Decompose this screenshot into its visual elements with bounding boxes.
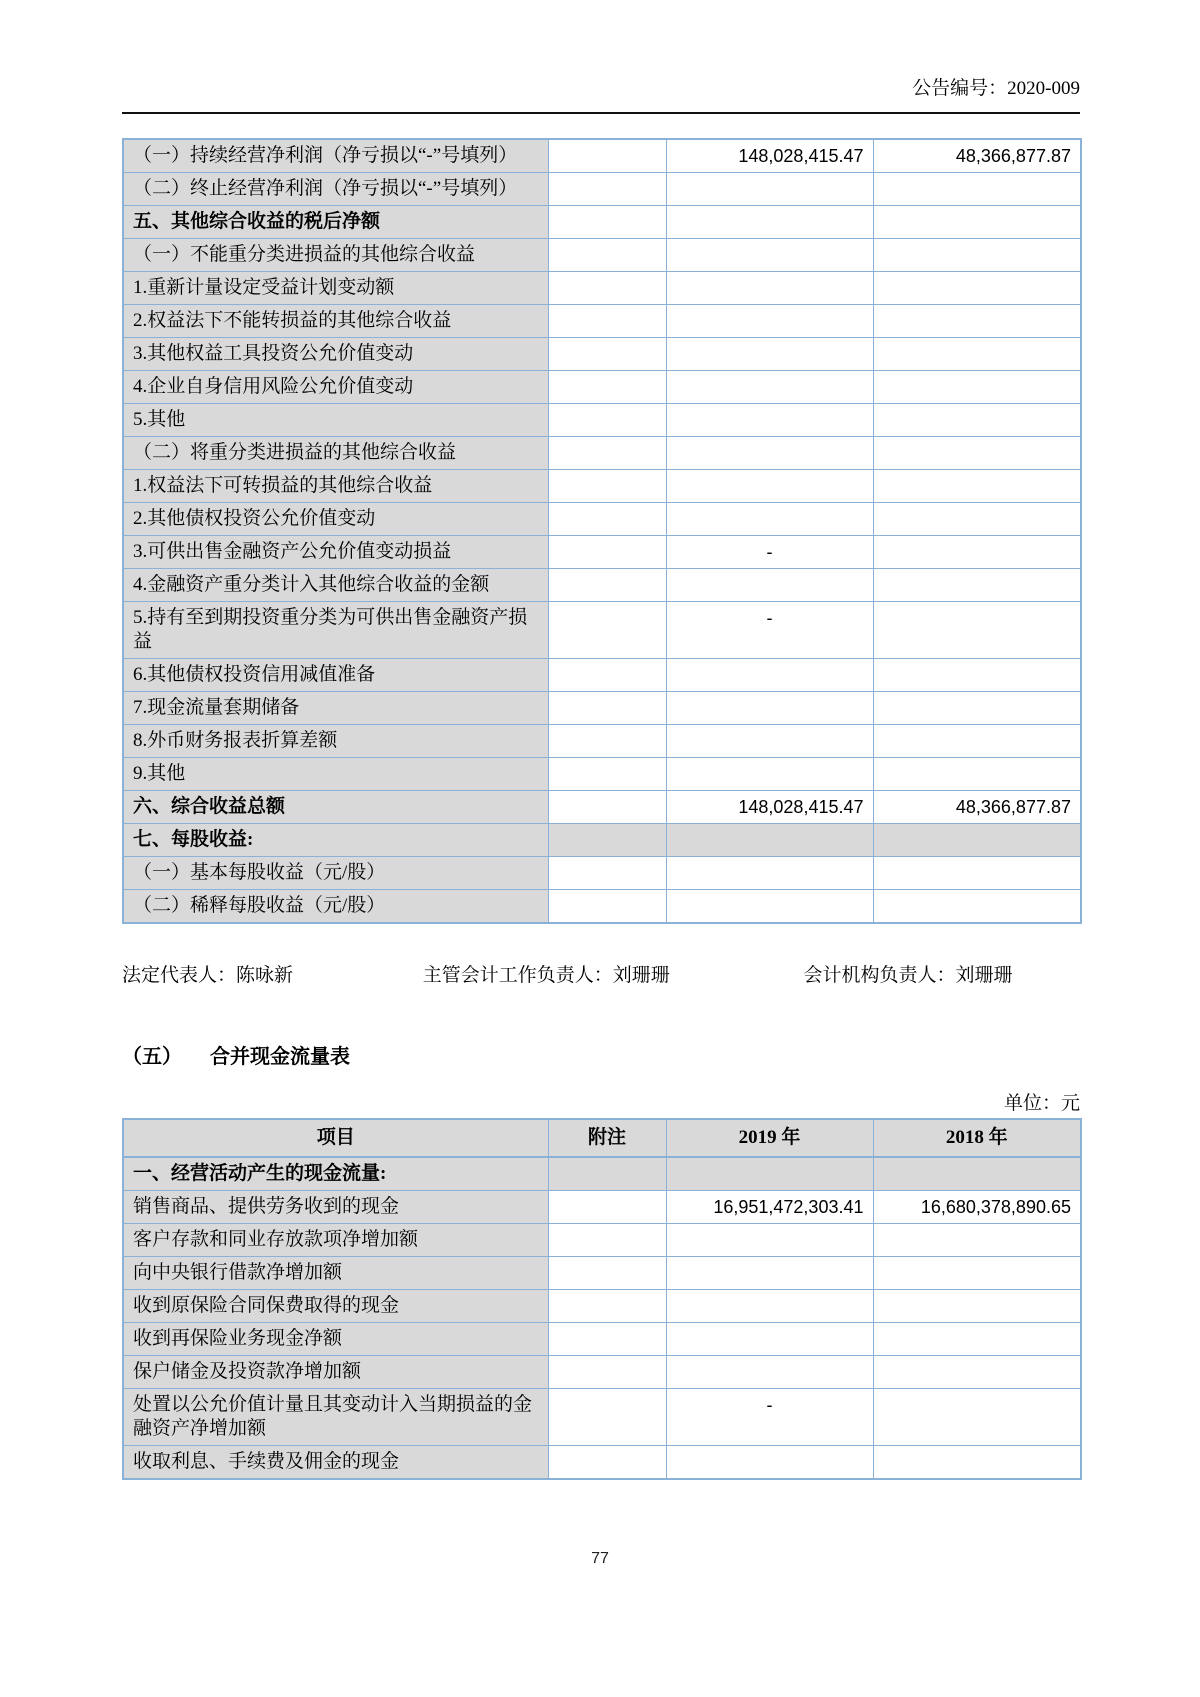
row-label: 2.权益法下不能转损益的其他综合收益 [123, 305, 548, 338]
table-row [123, 371, 1081, 404]
value-2018 [873, 758, 1081, 791]
value-2019 [666, 1446, 873, 1480]
row-label: 七、每股收益: [123, 824, 548, 857]
table-row [123, 758, 1081, 791]
value-2019: 148,028,415.47 [666, 139, 873, 173]
value-2019 [666, 437, 873, 470]
note-cell [548, 206, 666, 239]
page-header [122, 78, 1080, 100]
note-cell [548, 659, 666, 692]
table-row [123, 173, 1081, 206]
value-2018: 16,680,378,890.65 [873, 1191, 1081, 1224]
value-2018 [873, 173, 1081, 206]
table-row [123, 857, 1081, 890]
table-row [123, 470, 1081, 503]
row-label: 收到原保险合同保费取得的现金 [123, 1290, 548, 1323]
row-label: 销售商品、提供劳务收到的现金 [123, 1191, 548, 1224]
table-row [123, 1290, 1081, 1323]
value-2018: 48,366,877.87 [873, 139, 1081, 173]
value-2018 [873, 272, 1081, 305]
table-row [123, 890, 1081, 924]
section-title-text: 合并现金流量表 [210, 1046, 350, 1068]
value-2019 [666, 338, 873, 371]
value-2018 [873, 470, 1081, 503]
row-label: （一）不能重分类进损益的其他综合收益 [123, 239, 548, 272]
note-cell [548, 338, 666, 371]
table-row [123, 272, 1081, 305]
signature-line [122, 964, 1080, 988]
income-statement-table [122, 138, 1082, 924]
value-2018: 48,366,877.87 [873, 791, 1081, 824]
table-row [123, 239, 1081, 272]
value-2018 [873, 404, 1081, 437]
row-label: （一）基本每股收益（元/股） [123, 857, 548, 890]
value-2019 [666, 692, 873, 725]
row-label: 5.持有至到期投资重分类为可供出售金融资产损益 [123, 602, 548, 659]
row-label: 收取利息、手续费及佣金的现金 [123, 1446, 548, 1480]
row-label: 8.外币财务报表折算差额 [123, 725, 548, 758]
table-row [123, 692, 1081, 725]
note-cell [548, 371, 666, 404]
value-2019: 148,028,415.47 [666, 791, 873, 824]
table-row [123, 1157, 1081, 1191]
page-content [122, 0, 1080, 1480]
row-label: 处置以公允价值计量且其变动计入当期损益的金融资产净增加额 [123, 1389, 548, 1446]
table-row [123, 139, 1081, 173]
value-2018 [873, 602, 1081, 659]
value-2018 [873, 659, 1081, 692]
value-2019 [666, 659, 873, 692]
value-2018 [873, 890, 1081, 924]
table-row [123, 503, 1081, 536]
note-cell [548, 239, 666, 272]
accounting-dept-head: 会计机构负责人：刘珊珊 [803, 965, 1013, 986]
value-2019 [666, 1323, 873, 1356]
note-cell [548, 890, 666, 924]
note-cell [548, 1224, 666, 1257]
column-header: 2019 年 [666, 1119, 873, 1157]
note-cell [548, 1257, 666, 1290]
value-2019: - [666, 602, 873, 659]
value-2019 [666, 1356, 873, 1389]
value-2019 [666, 569, 873, 602]
value-2018 [873, 437, 1081, 470]
note-cell [548, 791, 666, 824]
value-2018 [873, 503, 1081, 536]
value-2018 [873, 1446, 1081, 1480]
table-row [123, 437, 1081, 470]
row-label: （一）持续经营净利润（净亏损以“-”号填列） [123, 139, 548, 173]
note-cell [548, 404, 666, 437]
value-2018 [873, 1356, 1081, 1389]
note-cell [548, 758, 666, 791]
row-label: 1.重新计量设定受益计划变动额 [123, 272, 548, 305]
section-number: （五） [122, 1046, 182, 1068]
row-label: （二）稀释每股收益（元/股） [123, 890, 548, 924]
legal-representative: 法定代表人：陈咏新 [122, 965, 294, 986]
note-cell [548, 1191, 666, 1224]
value-2018 [873, 1290, 1081, 1323]
table-row [123, 569, 1081, 602]
row-label: 5.其他 [123, 404, 548, 437]
row-label: 客户存款和同业存放款项净增加额 [123, 1224, 548, 1257]
value-2019 [666, 725, 873, 758]
note-cell [548, 139, 666, 173]
cash-flow-body [123, 1157, 1081, 1479]
value-2019 [666, 1290, 873, 1323]
unit-label: 单位：元 [1003, 1093, 1080, 1114]
table-row [123, 1257, 1081, 1290]
value-2019 [666, 173, 873, 206]
value-2018 [873, 1257, 1081, 1290]
table-row [123, 338, 1081, 371]
row-label: 1.权益法下可转损益的其他综合收益 [123, 470, 548, 503]
value-2019 [666, 857, 873, 890]
table-row [123, 1323, 1081, 1356]
value-2019: 16,951,472,303.41 [666, 1191, 873, 1224]
value-2019 [666, 503, 873, 536]
value-2019 [666, 404, 873, 437]
value-2019 [666, 890, 873, 924]
value-2019 [666, 1157, 873, 1191]
value-2018 [873, 1389, 1081, 1446]
table-row [123, 659, 1081, 692]
chief-accountant: 主管会计工作负责人：刘珊珊 [422, 965, 670, 986]
column-header: 2018 年 [873, 1119, 1081, 1157]
value-2018 [873, 569, 1081, 602]
value-2018 [873, 206, 1081, 239]
value-2019 [666, 470, 873, 503]
table-header-row [123, 1119, 1081, 1157]
value-2019 [666, 206, 873, 239]
row-label: 2.其他债权投资公允价值变动 [123, 503, 548, 536]
value-2019 [666, 824, 873, 857]
value-2018 [873, 305, 1081, 338]
note-cell [548, 1157, 666, 1191]
table-row [123, 305, 1081, 338]
note-cell [548, 305, 666, 338]
value-2019: - [666, 1389, 873, 1446]
row-label: 9.其他 [123, 758, 548, 791]
row-label: 五、其他综合收益的税后净额 [123, 206, 548, 239]
table-row [123, 791, 1081, 824]
note-cell [548, 725, 666, 758]
note-cell [548, 503, 666, 536]
value-2019 [666, 305, 873, 338]
value-2018 [873, 857, 1081, 890]
value-2018 [873, 239, 1081, 272]
column-header: 项目 [123, 1119, 548, 1157]
table-row [123, 1446, 1081, 1480]
value-2019 [666, 758, 873, 791]
note-cell [548, 602, 666, 659]
row-label: 6.其他债权投资信用减值准备 [123, 659, 548, 692]
table-row [123, 1191, 1081, 1224]
cash-flow-table [122, 1118, 1082, 1480]
note-cell [548, 1323, 666, 1356]
table-row [123, 1389, 1081, 1446]
note-cell [548, 173, 666, 206]
value-2018 [873, 536, 1081, 569]
note-cell [548, 536, 666, 569]
value-2018 [873, 371, 1081, 404]
table-row [123, 824, 1081, 857]
table-row [123, 206, 1081, 239]
row-label: 3.其他权益工具投资公允价值变动 [123, 338, 548, 371]
value-2018 [873, 824, 1081, 857]
value-2018 [873, 1224, 1081, 1257]
note-cell [548, 470, 666, 503]
note-cell [548, 824, 666, 857]
value-2019: - [666, 536, 873, 569]
table-row [123, 1356, 1081, 1389]
row-label: （二）将重分类进损益的其他综合收益 [123, 437, 548, 470]
note-cell [548, 272, 666, 305]
row-label: 向中央银行借款净增加额 [123, 1257, 548, 1290]
page-number: 77 [591, 1550, 609, 1567]
value-2019 [666, 239, 873, 272]
note-cell [548, 692, 666, 725]
note-cell [548, 569, 666, 602]
value-2018 [873, 725, 1081, 758]
value-2019 [666, 1257, 873, 1290]
income-statement-body [123, 139, 1081, 923]
row-label: 7.现金流量套期储备 [123, 692, 548, 725]
note-cell [548, 1290, 666, 1323]
row-label: 六、综合收益总额 [123, 791, 548, 824]
value-2018 [873, 1157, 1081, 1191]
row-label: 一、经营活动产生的现金流量: [123, 1157, 548, 1191]
section-title [122, 1044, 1080, 1070]
table-row [123, 1224, 1081, 1257]
row-label: 收到再保险业务现金净额 [123, 1323, 548, 1356]
table-row [123, 602, 1081, 659]
value-2018 [873, 1323, 1081, 1356]
row-label: 4.企业自身信用风险公允价值变动 [123, 371, 548, 404]
row-label: 3.可供出售金融资产公允价值变动损益 [123, 536, 548, 569]
announcement-number: 公告编号：2020-009 [912, 78, 1080, 99]
row-label: （二）终止经营净利润（净亏损以“-”号填列） [123, 173, 548, 206]
table-row [123, 725, 1081, 758]
note-cell [548, 857, 666, 890]
value-2019 [666, 1224, 873, 1257]
row-label: 4.金融资产重分类计入其他综合收益的金额 [123, 569, 548, 602]
note-cell [548, 1446, 666, 1480]
header-divider [122, 112, 1080, 114]
note-cell [548, 1356, 666, 1389]
note-cell [548, 1389, 666, 1446]
value-2018 [873, 338, 1081, 371]
row-label: 保户储金及投资款净增加额 [123, 1356, 548, 1389]
table-row [123, 536, 1081, 569]
value-2018 [873, 692, 1081, 725]
value-2019 [666, 371, 873, 404]
table-row [123, 404, 1081, 437]
value-2019 [666, 272, 873, 305]
column-header: 附注 [548, 1119, 666, 1157]
note-cell [548, 437, 666, 470]
